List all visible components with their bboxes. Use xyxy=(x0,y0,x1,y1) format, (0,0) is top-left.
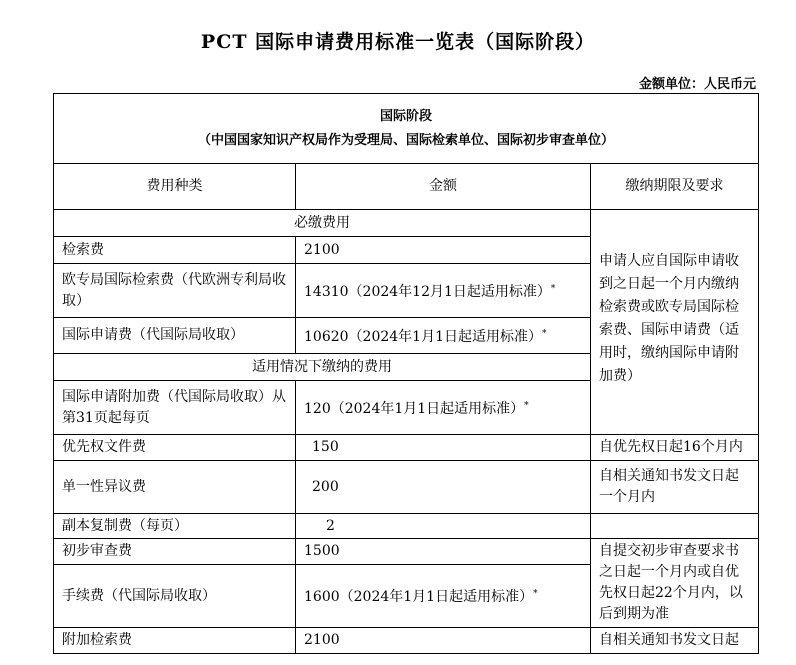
fee-amount-priority-doc: 150 xyxy=(296,435,591,461)
fee-amount-intl-filing xyxy=(296,318,591,354)
section-required-label: 必缴费用 xyxy=(54,210,591,237)
section-row-required xyxy=(54,210,759,237)
table-row xyxy=(54,539,759,565)
deadline-copy-empty xyxy=(591,514,759,539)
fee-name-add-search: 附加检索费 xyxy=(54,628,296,654)
fee-amount-handling xyxy=(296,565,591,628)
table-header-line1: 国际阶段 xyxy=(380,108,433,124)
fee-name-unity-protest: 单一性异议费 xyxy=(54,461,296,514)
table-row xyxy=(54,435,759,461)
section-optional-label: 适用情况下缴纳的费用 xyxy=(54,354,591,381)
fee-amount-unity-protest: 200 xyxy=(296,461,591,514)
asterisk-mark: * xyxy=(533,589,538,600)
asterisk-mark: * xyxy=(550,283,556,294)
page-title: PCT 国际申请费用标准一览表（国际阶段） xyxy=(200,31,596,53)
deadline-unity-protest: 自相关通知书发文日起一个月内 xyxy=(591,461,759,514)
fee-amount-extra-page xyxy=(296,381,591,435)
fee-name-handling: 手续费（代国际局收取） xyxy=(54,565,296,628)
table-row xyxy=(54,461,759,514)
fee-name-priority-doc: 优先权文件费 xyxy=(54,435,296,461)
fee-amount-search: 2100 xyxy=(296,237,591,264)
fee-name-extra-page: 国际申请附加费（代国际局收取）从第31页起每页 xyxy=(54,381,296,435)
fee-amount-epo-search xyxy=(296,264,591,318)
fee-amount-handling-value: 1600（2024年1月1日起适用标准） xyxy=(304,589,534,606)
fee-amount-add-search: 2100 xyxy=(296,628,591,654)
table-row xyxy=(54,628,759,654)
column-header-amount: 金额 xyxy=(296,164,591,210)
asterisk-mark: * xyxy=(524,400,529,411)
column-header-deadline: 缴纳期限及要求 xyxy=(591,164,759,210)
fee-name-epo-search: 欧专局国际检索费（代欧洲专利局收取） xyxy=(54,264,296,318)
fee-name-search: 检索费 xyxy=(54,237,296,264)
currency-unit: 金额单位：人民币元 xyxy=(638,77,756,92)
fee-amount-intl-filing-value: 10620（2024年1月1日起适用标准） xyxy=(304,328,542,345)
fee-amount-prelim-exam: 1500 xyxy=(296,539,591,565)
table-header xyxy=(54,94,759,164)
deadline-add-search: 自相关通知书发文日起 xyxy=(591,628,759,654)
fee-name-copy: 副本复制费（每页） xyxy=(54,514,296,539)
fee-name-intl-filing: 国际申请费（代国际局收取） xyxy=(54,318,296,354)
table-header-line2: （中国国家知识产权局作为受理局、国际检索单位、国际初步审查单位） xyxy=(198,132,615,148)
deadline-priority-doc: 自优先权日起16个月内 xyxy=(591,435,759,461)
fee-amount-copy: 2 xyxy=(296,514,591,539)
required-fee-deadline: 申请人应自国际申请收到之日起一个月内缴纳检索费或欧专局国际检索费、国际申请费（适用时，缴纳国际申请附加费） xyxy=(591,210,759,435)
table-header-row xyxy=(54,94,759,164)
deadline-prelim-exam: 自提交初步审查要求书之日起一个月内或自优先权日起22个月内，以后到期为准 xyxy=(591,539,759,628)
column-header-row xyxy=(54,164,759,210)
fee-table xyxy=(53,93,759,654)
fee-amount-epo-search-value: 14310（2024年12月1日起适用标准） xyxy=(304,283,551,300)
table-row xyxy=(54,514,759,539)
fee-name-prelim-exam: 初步审查费 xyxy=(54,539,296,565)
fee-amount-extra-page-value: 120（2024年1月1日起适用标准） xyxy=(304,400,525,417)
asterisk-mark: * xyxy=(541,328,547,339)
column-header-fee-type: 费用种类 xyxy=(54,164,296,210)
